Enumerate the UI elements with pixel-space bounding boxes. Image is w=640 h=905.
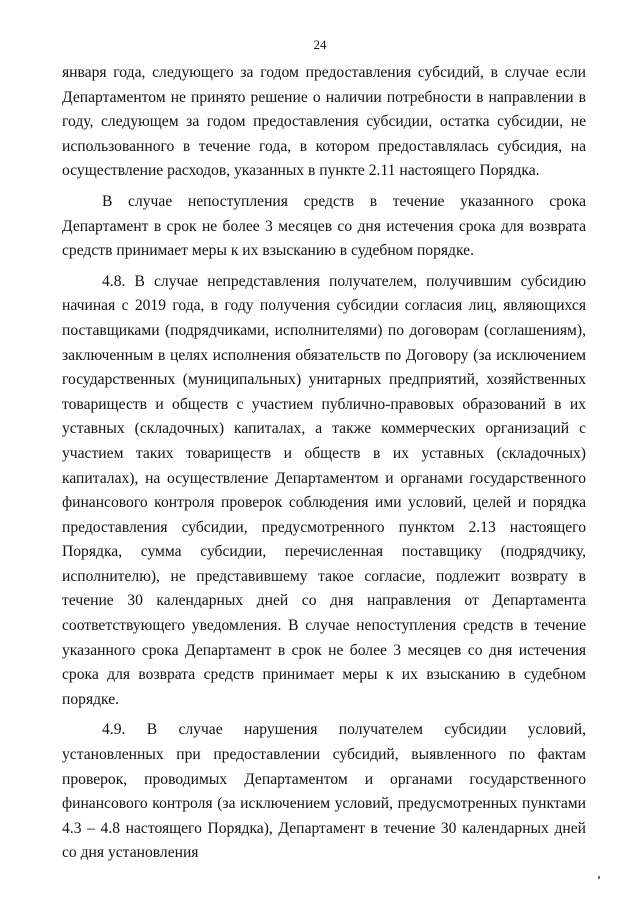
page-number: 24 <box>313 37 327 52</box>
paragraph-4-9: 4.9. В случае нарушения получателем субсидии условий, установленных при предоставлении субсидий, выявленного по фактам проверок, проводимых Департаментом и органами государственного финансового контроля (за исключением условий, предусмотренных пунктами 4.3 – 4.8 настоящего Порядка), Департамент в течение 30 календарных дней со дня установления <box>62 721 586 862</box>
scan-speck-mark <box>598 876 600 879</box>
document-body <box>62 61 586 872</box>
paragraph-4-8: 4.8. В случае непредставления получателем, получившим субсидию начиная с 2019 года, в году получения субсидии согласия лиц, являющихся поставщиками (подрядчиками, исполнителями) по договорам (соглашениям), заключенным в целях исполнения обязательств по Договору (за исключением государственных (муниципальных) унитарных предприятий, хозяйственных товариществ и обществ с участием публично-правовых образований в их уставных (складочных) капиталах, а также коммерческих организаций с участием таких товариществ и обществ в их уставных (складочных) капиталах), на осуществление Департаментом и органами государственного финансового контроля проверок соблюдения ими условий, целей и порядка предоставления субсидии, предусмотренного пунктом 2.13 настоящего Порядка, сумма субсидии, перечисленная поставщику (подрядчику, исполнителю), не представившему такое согласие, подлежит возврату в течение 30 календарных дней со дня направления от Департамента соответствующего уведомления. В случае непоступления средств в течение указанного срока Департамент в срок не более 3 месяцев со дня истечения срока для возврата средств принимает меры к их взысканию в судебном порядке. <box>62 272 586 708</box>
paragraph-continuation: января года, следующего за годом предоставления субсидий, в случае если Департаментом не принято решение о наличии потребности в направлении в году, следующем за годом предоставления субсидии, остатка субсидии, не использованного в течение года, в котором предоставлялась субсидия, на осуществление расходов, указанных в пункте 2.11 настоящего Порядка. <box>62 64 586 180</box>
paragraph-non-receipt: В случае непоступления средств в течение указанного срока Департамент в срок не более 3 месяцев со дня истечения срока для возврата средств принимает меры к их взысканию в судебном порядке. <box>62 192 586 260</box>
